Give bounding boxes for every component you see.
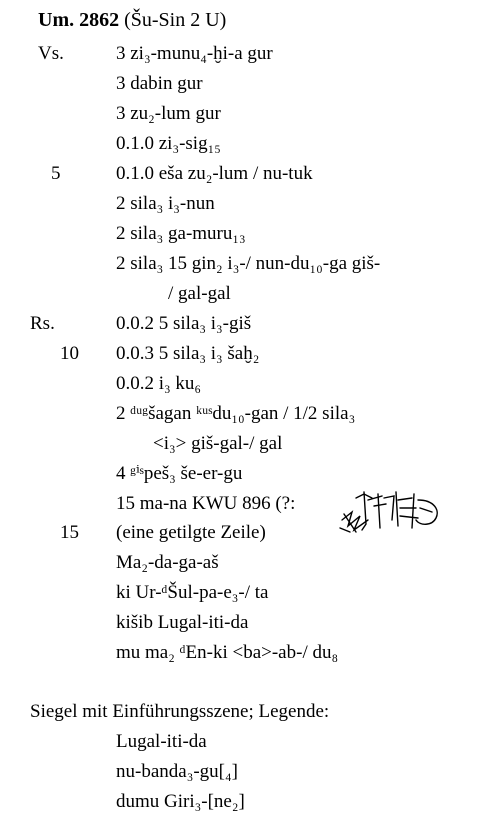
transliteration-line: 0.0.2 5 sila₃ i₃-giš — [116, 313, 252, 334]
transliteration-line: 2 sila₃ 15 gin₂ i₃-/ nun-du₁₀-ga giš- — [116, 253, 381, 274]
transliteration-line: 0.1.0 eša zu₂-lum / nu-tuk — [116, 163, 313, 184]
transliteration-line: 3 zi₃-munu₄-ḫi-a gur — [116, 43, 273, 64]
seal-legend-line: dumu Giri₃-[ne₂] — [116, 791, 245, 812]
transliteration-line: 4 ᵍⁱˢpeš₃ še-er-gu — [116, 463, 243, 484]
tablet-number: Um. 2862 — [38, 9, 120, 31]
seal-heading: Siegel mit Einführungsszene; Legende: — [30, 701, 330, 722]
tablet-date: (Šu-Sin 2 U) — [124, 9, 227, 31]
transliteration-line: 0.0.2 i₃ ku₆ — [116, 373, 202, 394]
document-header — [38, 10, 226, 30]
transliteration-line: 2 sila₃ i₃-nun — [116, 193, 215, 214]
transliteration-line: 3 dabin gur — [116, 73, 203, 94]
transliteration-line: 3 zu₂-lum gur — [116, 103, 221, 124]
line-number-15: 15 — [60, 522, 79, 543]
transliteration-line: kišib Lugal-iti-da — [116, 612, 249, 633]
transliteration-line: 2 sila₃ ga-muru₁₃ — [116, 223, 246, 244]
obverse-label: Vs. — [38, 43, 64, 64]
transliteration-line: (eine getilgte Zeile) — [116, 522, 266, 543]
transliteration-line: 15 ma-na KWU 896 (?: — [116, 493, 296, 514]
transliteration-line: mu ma₂ ᵈEn-ki <ba>-ab-/ du₈ — [116, 642, 339, 663]
seal-legend-line: nu-banda₃-gu[₄] — [116, 761, 238, 782]
seal-legend-line: Lugal-iti-da — [116, 731, 207, 752]
transliteration-line-continuation: / gal-gal — [168, 283, 231, 304]
transliteration-line: 2 ᵈᵘᵍšagan ᵏᵘˢdu₁₀-gan / 1/2 sila₃ — [116, 403, 356, 424]
transliteration-line: 0.1.0 zi₃-sig₁₅ — [116, 133, 221, 154]
reverse-label: Rs. — [30, 313, 55, 334]
cuneiform-sign-sketch-icon — [338, 486, 444, 534]
line-number-10: 10 — [60, 343, 79, 364]
transliteration-line-continuation: <i₃> giš-gal-/ gal — [153, 433, 283, 454]
transliteration-line: ki Ur-ᵈŠul-pa-e₃-/ ta — [116, 582, 269, 603]
transliteration-line: 0.0.3 5 sila₃ i₃ šaḫ₂ — [116, 343, 260, 364]
line-number-5: 5 — [51, 163, 61, 184]
transliteration-line: Ma₂-da-ga-aš — [116, 552, 219, 573]
